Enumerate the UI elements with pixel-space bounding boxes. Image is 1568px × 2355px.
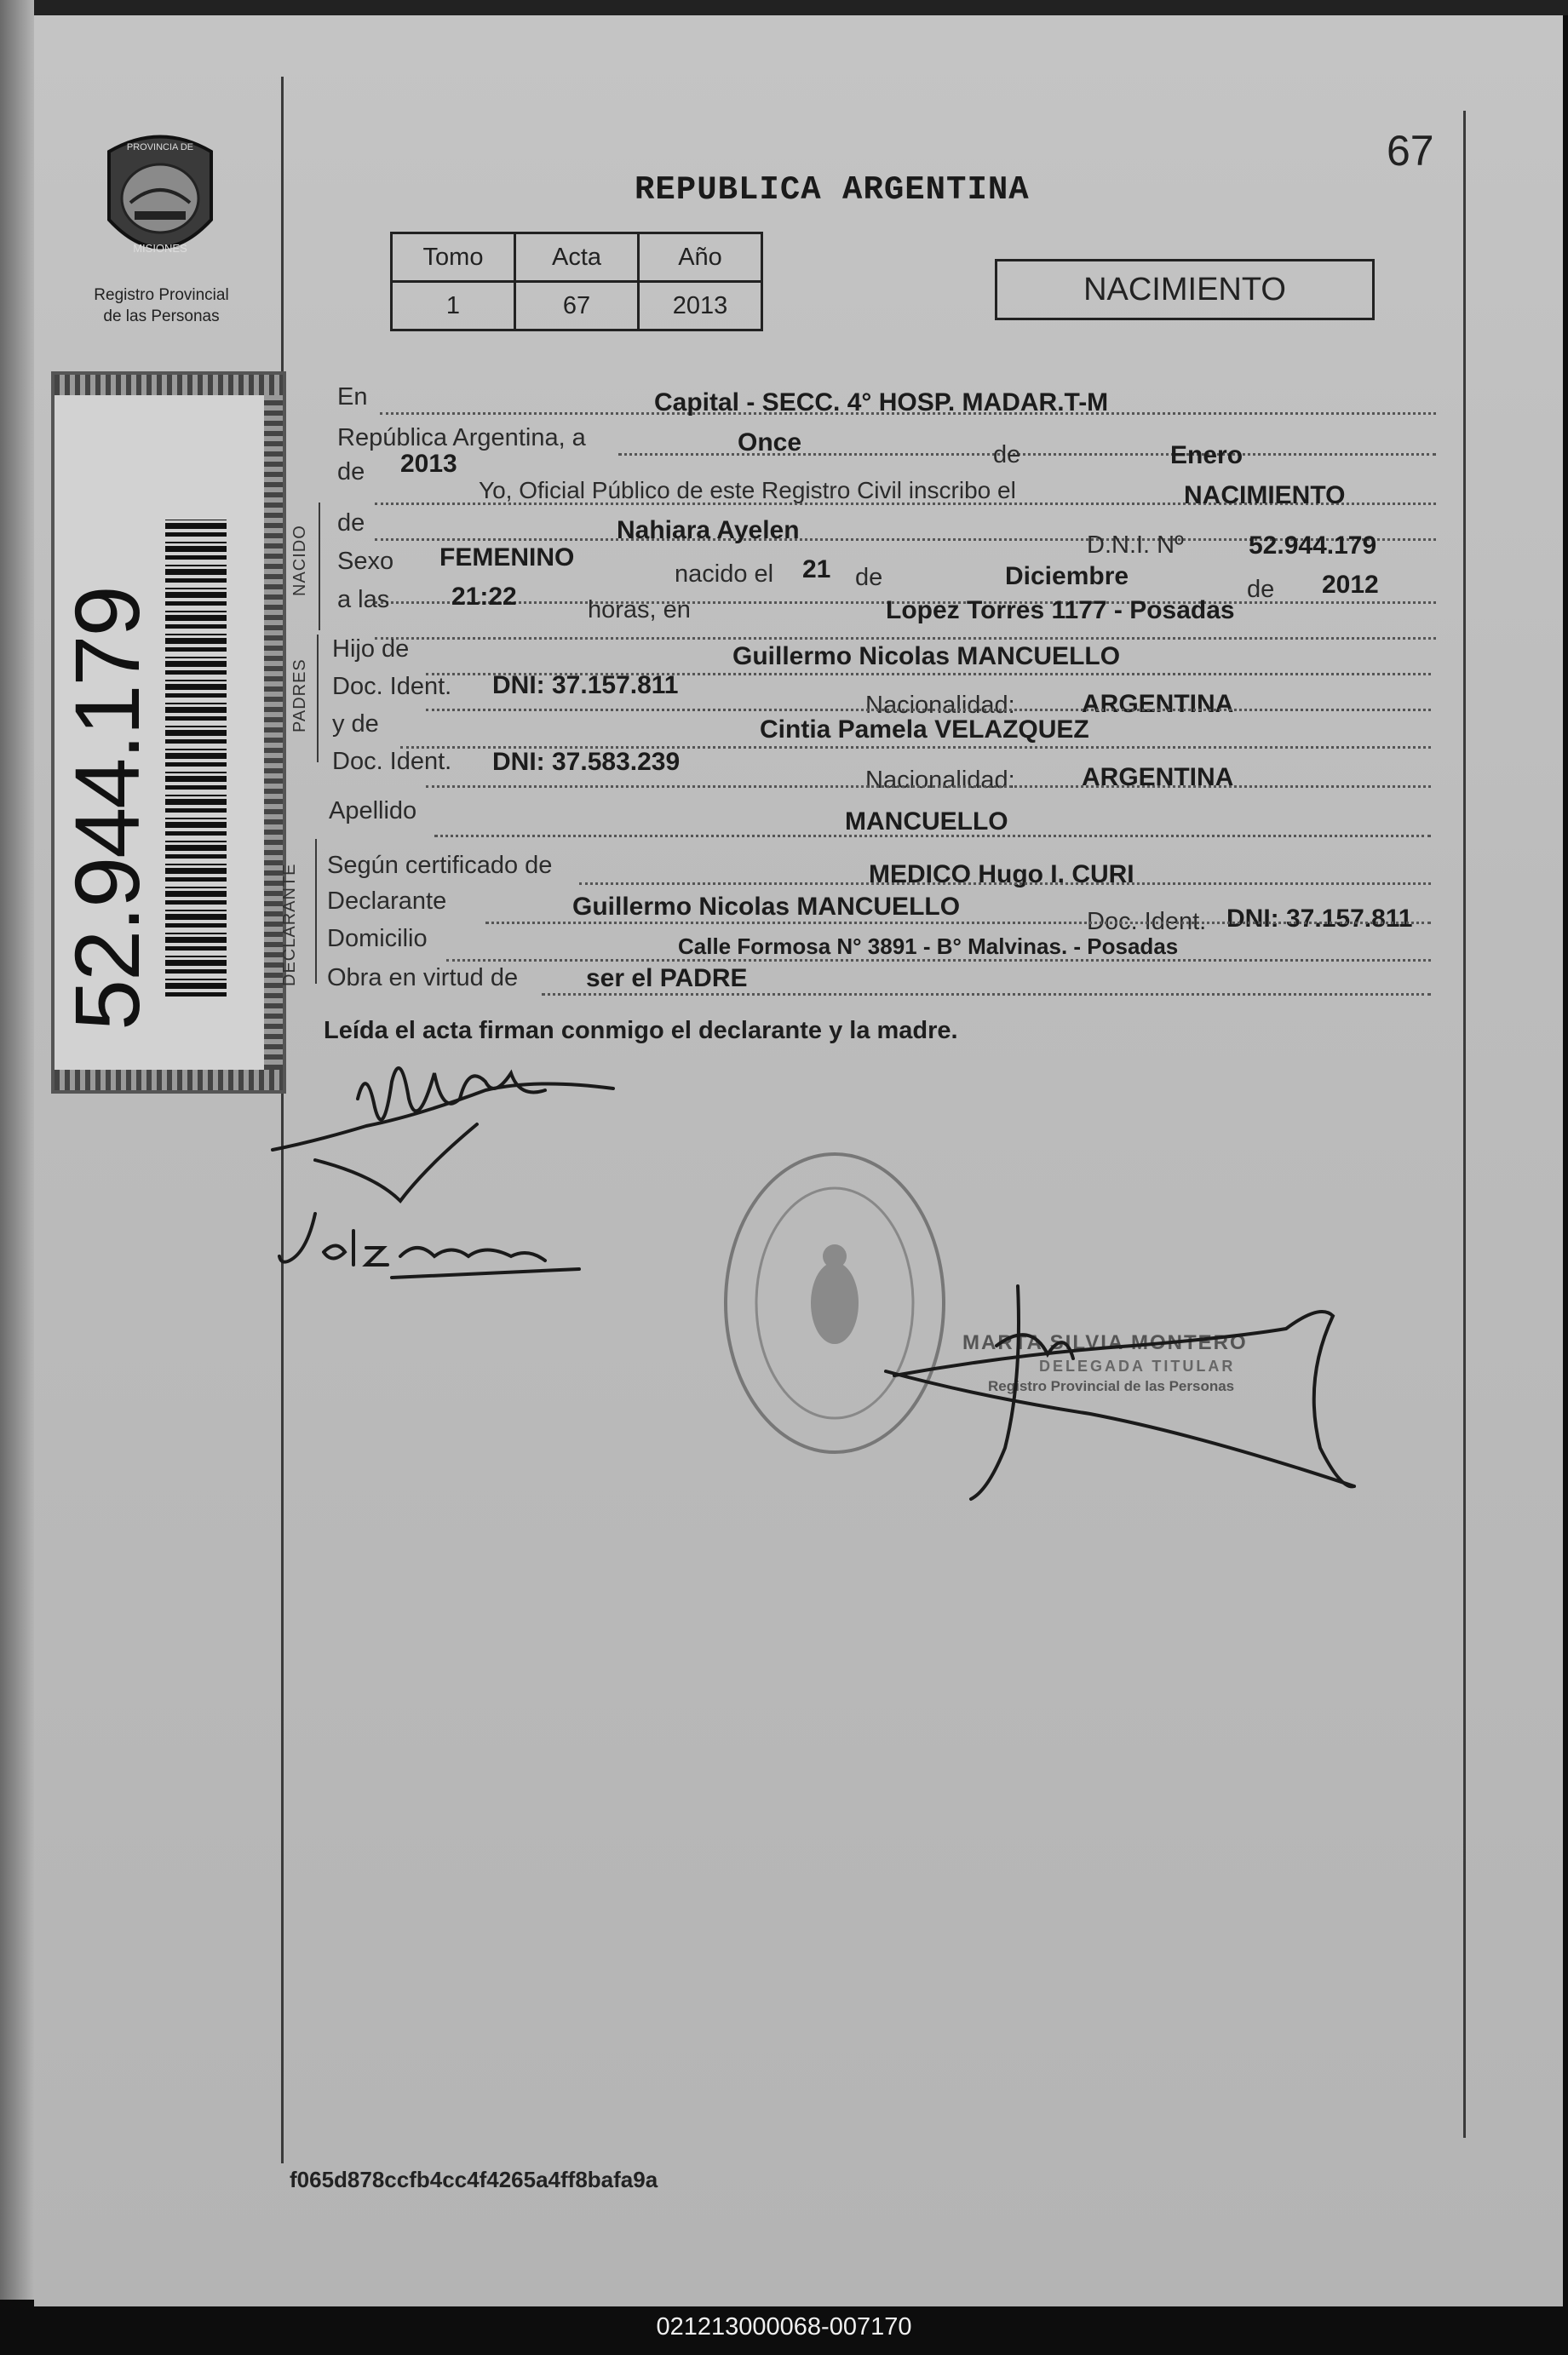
day-value: Once — [738, 428, 802, 457]
misiones-seal-icon — [92, 126, 228, 275]
birth-year-value: 2012 — [1322, 571, 1379, 599]
mother-doc-label: Doc. Ident. — [332, 748, 452, 775]
declarante-doc-label: Doc. Ident. — [1087, 908, 1207, 935]
previous-page-edge — [0, 0, 34, 2300]
closing-statement: Leída el acta firman conmigo el declarante y la madre. — [324, 1017, 958, 1044]
father-name-value: Guillermo Nicolas MANCUELLO — [732, 642, 1121, 670]
anio-header: Año — [639, 233, 762, 282]
declarante-doc-value: DNI: 37.157.811 — [1226, 905, 1413, 933]
officer-name: MARTA SILVIA MONTERO — [962, 1331, 1248, 1354]
svg-text:PROVINCIA DE: PROVINCIA DE — [126, 142, 194, 152]
barcode-number: 52.944.179 — [55, 587, 158, 1031]
inscribo-text: Yo, Oficial Público de este Registro Civil inscribo el — [479, 477, 1016, 503]
nacido-bracket — [319, 503, 320, 630]
signatures — [264, 1048, 622, 1320]
obra-label: Obra en virtud de — [327, 964, 519, 991]
de-name-label: de — [337, 509, 365, 537]
document-title: REPUBLICA ARGENTINA — [635, 171, 1030, 209]
certificado-label: Según certificado de — [327, 852, 553, 879]
registry-name-line1: Registro Provincial — [94, 286, 229, 304]
registry-name-line2: de las Personas — [103, 307, 220, 325]
register-table — [390, 232, 763, 331]
padres-section-label: PADRES — [290, 658, 309, 732]
apellido-label: Apellido — [329, 797, 417, 824]
register-header-row — [392, 233, 762, 282]
barcode-sticker — [51, 371, 286, 1094]
hijo-de-label: Hijo de — [332, 635, 410, 663]
horas-en-label: horas, en — [588, 596, 691, 623]
child-dni-value: 52.944.179 — [1249, 531, 1377, 560]
acta-header: Acta — [515, 233, 639, 282]
domicilio-value: Calle Formosa N° 3891 - B° Malvinas. - Posadas — [678, 933, 1179, 959]
de-year-label: de — [337, 458, 365, 485]
de-label: de — [993, 441, 1021, 468]
dni-label: D.N.I. Nº — [1087, 531, 1184, 559]
apellido-value: MANCUELLO — [845, 807, 1008, 836]
sticker-top-pattern — [55, 375, 283, 395]
en-label: En — [337, 383, 368, 411]
mother-nationality-value: ARGENTINA — [1082, 763, 1234, 791]
padres-bracket — [317, 635, 319, 762]
father-doc-label: Doc. Ident. — [332, 673, 452, 700]
father-doc-value: DNI: 37.157.811 — [492, 671, 679, 699]
acta-value: 67 — [515, 282, 639, 330]
sexo-value: FEMENINO — [439, 543, 575, 572]
nacido-el-label: nacido el — [675, 560, 774, 588]
father-nationality-value: ARGENTINA — [1082, 690, 1234, 718]
officer-office: Registro Provincial de las Personas — [988, 1378, 1235, 1394]
y-de-label: y de — [332, 710, 379, 738]
birth-month-value: Diciembre — [1005, 562, 1129, 590]
scan-top-edge — [0, 0, 1568, 15]
register-value-row — [392, 282, 762, 330]
obra-value: ser el PADRE — [586, 964, 748, 992]
birth-day-value: 21 — [802, 555, 831, 583]
inscribo-value: NACIMIENTO — [1184, 481, 1346, 509]
domicilio-label: Domicilio — [327, 925, 428, 952]
year-value: 2013 — [400, 450, 457, 478]
declarante-value: Guillermo Nicolas MANCUELLO — [572, 893, 961, 921]
mother-name-value: Cintia Pamela VELAZQUEZ — [760, 715, 1089, 744]
de-month-label: de — [855, 564, 883, 591]
mother-nationality-label: Nacionalidad: — [865, 767, 1015, 794]
declarante-label: Declarante — [327, 887, 447, 915]
barcode-bars — [165, 520, 227, 997]
page-number: 67 — [1387, 127, 1434, 175]
nacido-section-label: NACIDO — [290, 525, 309, 596]
declarante-bracket — [315, 839, 317, 984]
father-signature-icon — [273, 1068, 613, 1201]
officer-role: DELEGADA TITULAR — [1039, 1358, 1236, 1375]
scan-footer-code: 021213000068-007170 — [656, 2313, 912, 2341]
certificate-type-box: NACIMIENTO — [995, 259, 1375, 320]
sticker-bottom-pattern — [55, 1070, 283, 1090]
place-value: Capital - SECC. 4° HOSP. MADAR.T-M — [654, 388, 1109, 416]
right-frame-line — [1463, 111, 1466, 2138]
child-name-value: Nahiara Ayelen — [617, 516, 800, 544]
tomo-header: Tomo — [392, 233, 515, 282]
anio-value: 2013 — [639, 282, 762, 330]
svg-text:MISIONES: MISIONES — [133, 242, 187, 255]
declarante-section-label: DECLARANTE — [280, 863, 299, 986]
certificado-value: MEDICO Hugo I. CURI — [869, 860, 1134, 888]
document-hash: f065d878ccfb4cc4f4265a4ff8bafa9a — [290, 2167, 658, 2192]
mother-doc-value: DNI: 37.583.239 — [492, 748, 681, 776]
de-year2-label: de — [1247, 576, 1275, 603]
month-value: Enero — [1170, 441, 1243, 469]
birth-time-value: 21:22 — [451, 583, 517, 611]
mother-signature-icon — [279, 1214, 579, 1278]
father-nationality-label: Nacionalidad: — [865, 692, 1015, 719]
a-las-label: a las — [337, 586, 390, 613]
republica-label: República Argentina, a — [337, 424, 586, 451]
sexo-label: Sexo — [337, 548, 394, 575]
officer-signature-icon — [877, 1278, 1371, 1516]
tomo-value: 1 — [392, 282, 515, 330]
birth-place-value: Lopez Torres 1177 - Posadas — [886, 596, 1235, 624]
